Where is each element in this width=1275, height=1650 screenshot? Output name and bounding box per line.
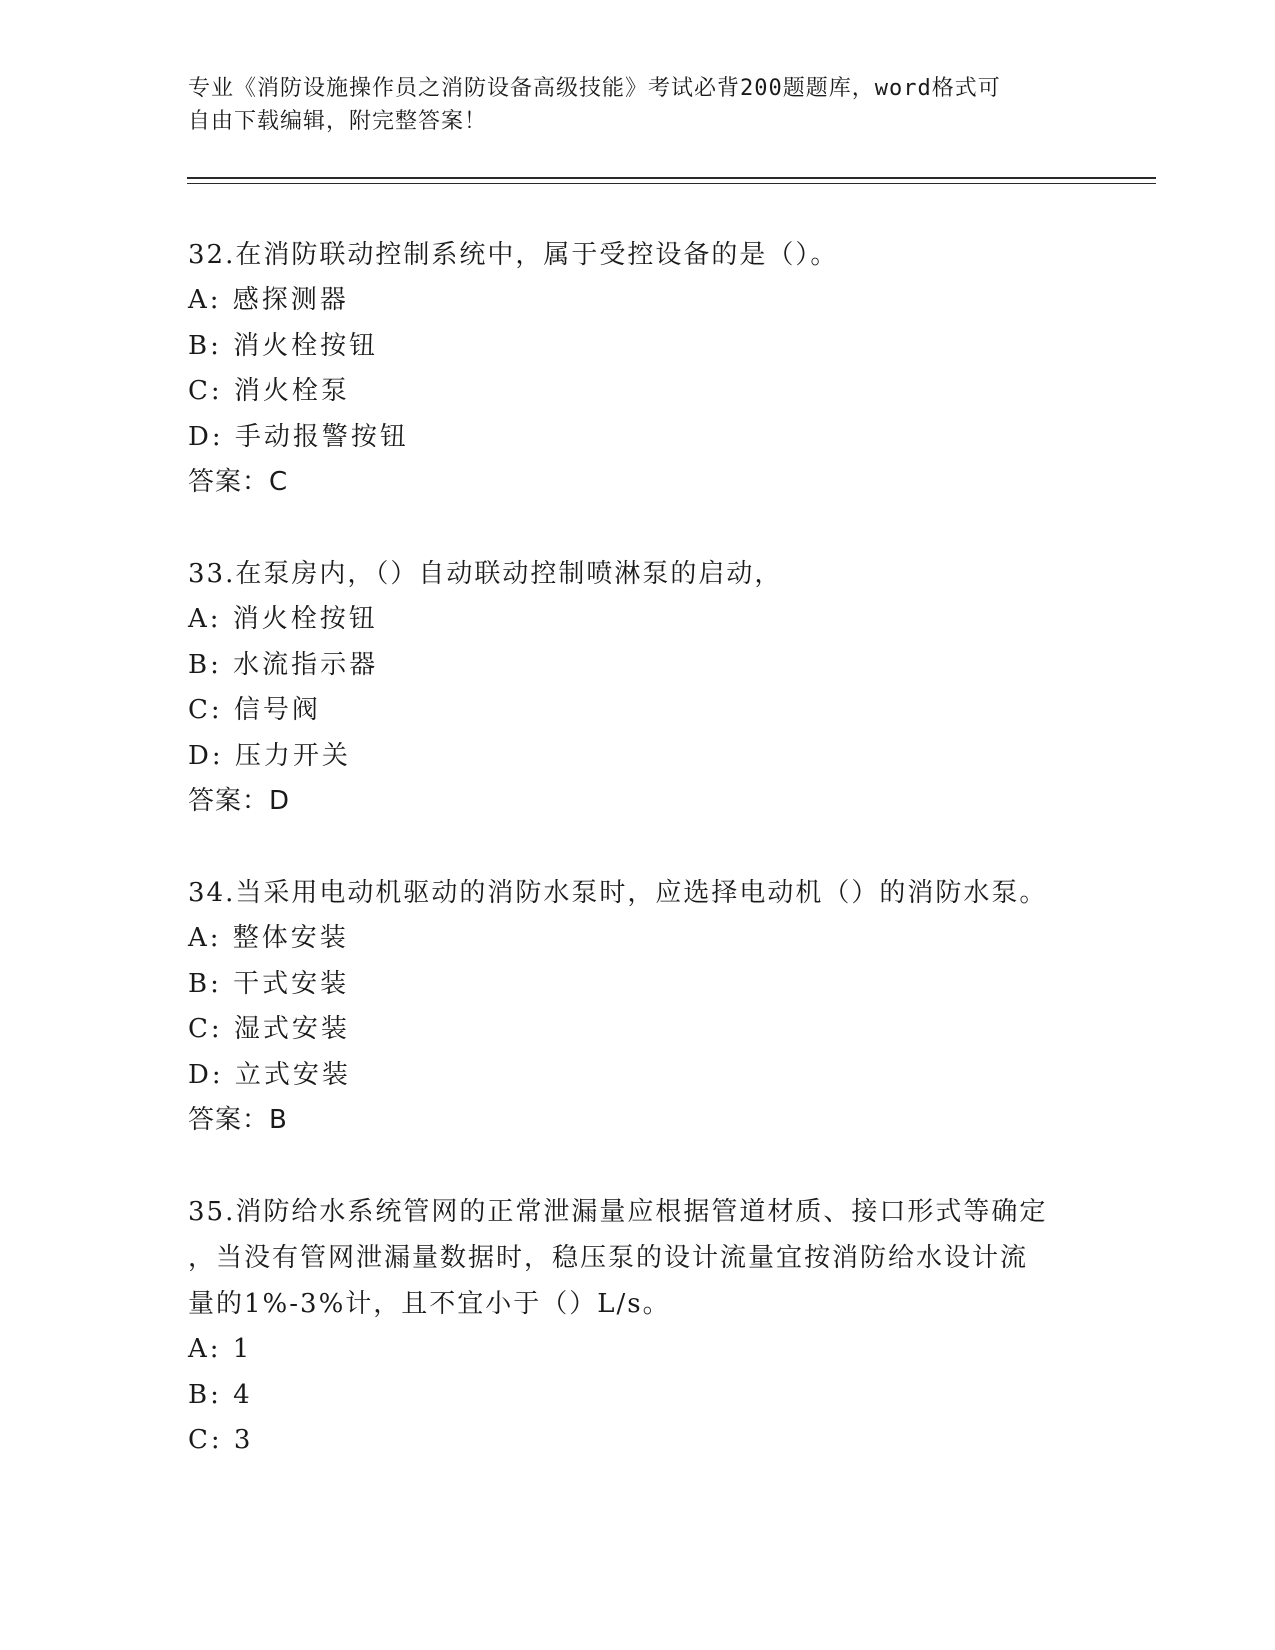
answer: 答案：D (188, 786, 291, 816)
option-a: A: 整体安装 (188, 923, 349, 953)
option-c: C: 3 (188, 1425, 254, 1455)
question-35 (188, 1189, 1088, 1464)
question-list (188, 232, 1088, 1510)
option-d: D: 手动报警按钮 (188, 421, 409, 452)
question-stem-line-3: 量的1%-3%计，且不宜小于（）L/s。 (188, 1289, 671, 1319)
question-stem-line-1: 35.消防给水系统管网的正常泄漏量应根据管道材质、接口形式等确定 (188, 1197, 1048, 1227)
question-stem-line-2: ，当没有管网泄漏量数据时，稳压泵的设计流量宜按消防给水设计流 (188, 1243, 1029, 1273)
option-a: A: 感探测器 (188, 285, 349, 315)
answer: 答案：B (188, 1105, 288, 1135)
option-c: C: 湿式安装 (188, 1014, 350, 1044)
option-b: B: 消火栓按钮 (188, 330, 379, 361)
option-c: C: 信号阀 (188, 695, 321, 725)
question-stem: 32.在消防联动控制系统中，属于受控设备的是（）。 (188, 240, 839, 270)
option-a: A: 1 (188, 1334, 253, 1364)
document-header (188, 72, 1088, 138)
question-stem: 34.当采用电动机驱动的消防水泵时，应选择电动机（）的消防水泵。 (188, 878, 1048, 908)
option-a: A: 消火栓按钮 (188, 604, 378, 634)
header-line-2: 自由下载编辑，附完整答案！ (188, 109, 488, 134)
option-b: B: 干式安装 (188, 968, 350, 999)
option-b: B: 水流指示器 (188, 649, 379, 680)
header-divider-top (187, 177, 1156, 179)
option-d: D: 立式安装 (188, 1059, 351, 1090)
answer: 答案：C (188, 467, 289, 497)
question-34 (188, 870, 1088, 1143)
option-c: C: 消火栓泵 (188, 376, 350, 406)
question-32 (188, 232, 1088, 505)
question-stem: 33.在泵房内，（）自动联动控制喷淋泵的启动， (188, 559, 783, 589)
option-d: D: 压力开关 (188, 740, 351, 771)
header-line-1: 专业《消防设施操作员之消防设备高级技能》考试必背200题题库，word格式可 (188, 76, 1001, 101)
header-divider-bottom (187, 183, 1156, 184)
option-b: B: 4 (188, 1379, 253, 1410)
question-33 (188, 551, 1088, 824)
